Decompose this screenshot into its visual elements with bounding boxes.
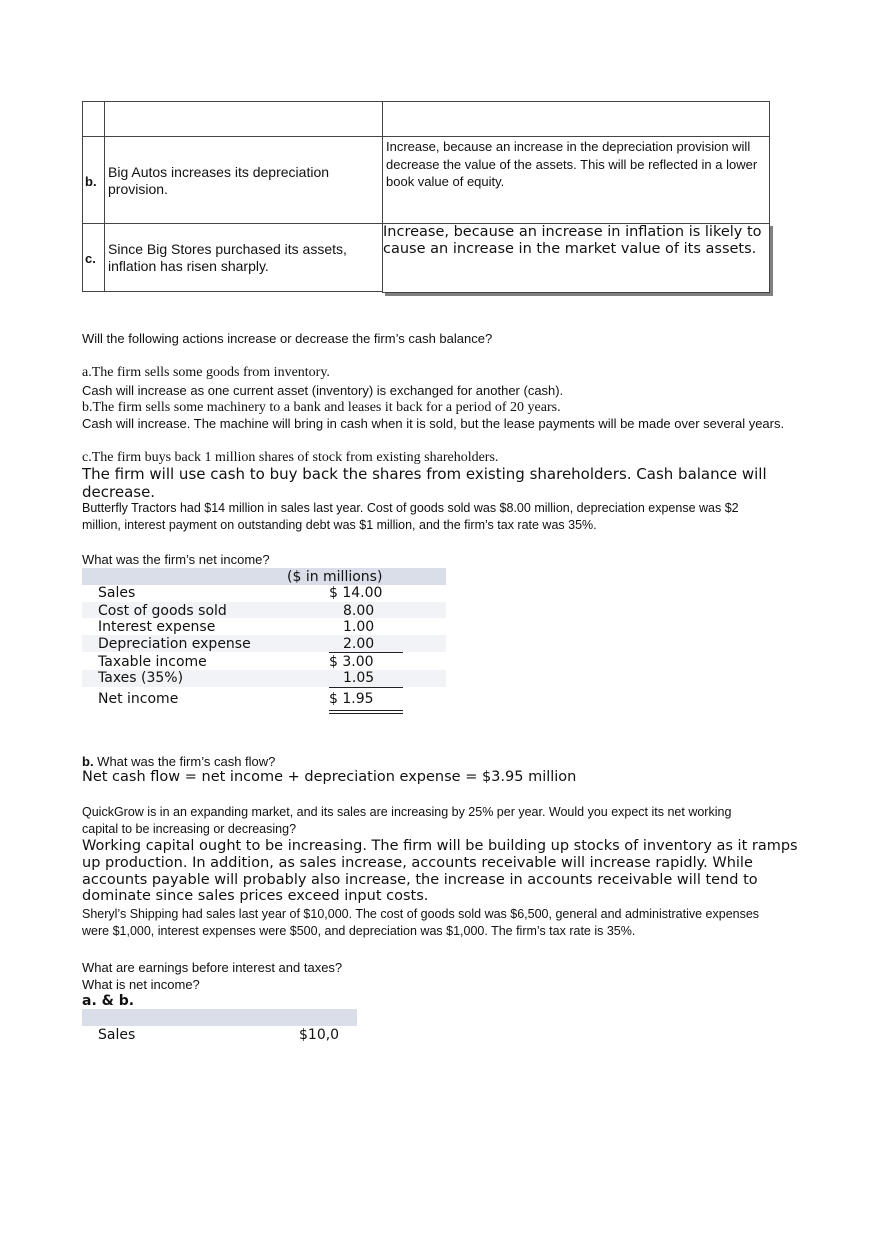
row-value: $ 3.00	[329, 654, 374, 670]
answer-text: Cash will increase. The machine will bring in cash when it is sold, but the lease payments will be made over several years.	[82, 416, 785, 431]
underline	[329, 687, 403, 688]
question-text: a.The firm sells some goods from inventory.	[82, 365, 330, 380]
answer-text: accounts payable will probably also increase, the increase in accounts receivable will tend to	[82, 872, 758, 888]
row-value: $ 1.95	[329, 691, 374, 707]
row-label: Depreciation expense	[98, 636, 251, 652]
row-label: Sales	[98, 1027, 136, 1043]
header-band	[82, 568, 446, 585]
row-answer: Increase, because an increase in inflation is likely to cause an increase in the market value of its assets.	[383, 224, 767, 257]
table-cell	[82, 101, 105, 137]
row-answer: Increase, because an increase in the depreciation provision will decrease the value of the assets. This will be reflected in a lower book value of equity.	[386, 139, 761, 189]
table-cell	[104, 101, 383, 137]
row-label: c.	[85, 251, 96, 266]
row-value: 1.05	[343, 670, 375, 686]
problem-text: million, interest payment on outstanding debt was $1 million, and the firm’s tax rate was 35%.	[82, 518, 597, 532]
double-underline	[329, 710, 403, 711]
row-label: Net income	[98, 691, 179, 707]
problem-text: were $1,000, interest expenses were $500, and depreciation was $1,000. The firm’s tax rate is 35%.	[82, 924, 636, 938]
header-band	[82, 1009, 357, 1026]
row-question: Since Big Stores purchased its assets, inflation has risen sharply.	[108, 241, 351, 274]
section-heading: a. & b.	[82, 993, 135, 1009]
answer-text: dominate since sales prices exceed input costs.	[82, 888, 429, 904]
question-text: c.The firm buys back 1 million shares of stock from existing shareholders.	[82, 450, 499, 465]
problem-text: capital to be increasing or decreasing?	[82, 822, 297, 836]
row-value: 8.00	[343, 603, 375, 619]
problem-text: Butterfly Tractors had $14 million in sales last year. Cost of goods sold was $8.00 million, depreciation expense was $2	[82, 501, 739, 515]
row-value: 2.00	[343, 636, 375, 652]
question-body: What was the firm’s cash flow?	[93, 754, 276, 769]
table-cell	[382, 101, 770, 137]
answer-text: Cash will increase as one current asset (inventory) is exchanged for another (cash).	[82, 383, 564, 398]
row-value: 1.00	[343, 619, 375, 635]
question-text: Will the following actions increase or decrease the firm’s cash balance?	[82, 331, 493, 346]
row-value: $10,0	[299, 1027, 340, 1043]
answer-text: Working capital ought to be increasing. The firm will be building up stocks of inventory as it ramps	[82, 838, 798, 854]
answer-text: up production. In addition, as sales increase, accounts receivable will increase rapidly. While	[82, 855, 753, 871]
answer-text: The firm will use cash to buy back the shares from existing shareholders. Cash balance will	[82, 465, 767, 483]
question-text: What was the firm’s net income?	[82, 552, 270, 567]
question-text	[82, 754, 275, 769]
underline	[329, 652, 403, 653]
problem-text: Sheryl’s Shipping had sales last year of $10,000. The cost of goods sold was $6,500, general and administrative expenses	[82, 907, 760, 921]
row-label: Sales	[98, 585, 136, 601]
row-label: Taxable income	[98, 654, 207, 670]
question-text: b.The firm sells some machinery to a bank and leases it back for a period of 20 years.	[82, 400, 561, 415]
row-label: Cost of goods sold	[98, 603, 227, 619]
row-value: $ 14.00	[329, 585, 383, 601]
question-text: What are earnings before interest and taxes?	[82, 960, 343, 975]
question-text: What is net income?	[82, 977, 200, 992]
answer-text: Net cash flow = net income + depreciation expense = $3.95 million	[82, 769, 577, 785]
row-question: Big Autos increases its depreciation provision.	[108, 164, 333, 197]
problem-text: QuickGrow is in an expanding market, and its sales are increasing by 25% per year. Would you expect its net working	[82, 805, 732, 819]
answer-text: decrease.	[82, 483, 156, 501]
row-label: b.	[85, 174, 97, 189]
row-label: Taxes (35%)	[98, 670, 184, 686]
question-label: b.	[82, 754, 94, 769]
column-header: ($ in millions)	[287, 569, 383, 585]
double-underline	[329, 713, 403, 714]
row-label: Interest expense	[98, 619, 216, 635]
